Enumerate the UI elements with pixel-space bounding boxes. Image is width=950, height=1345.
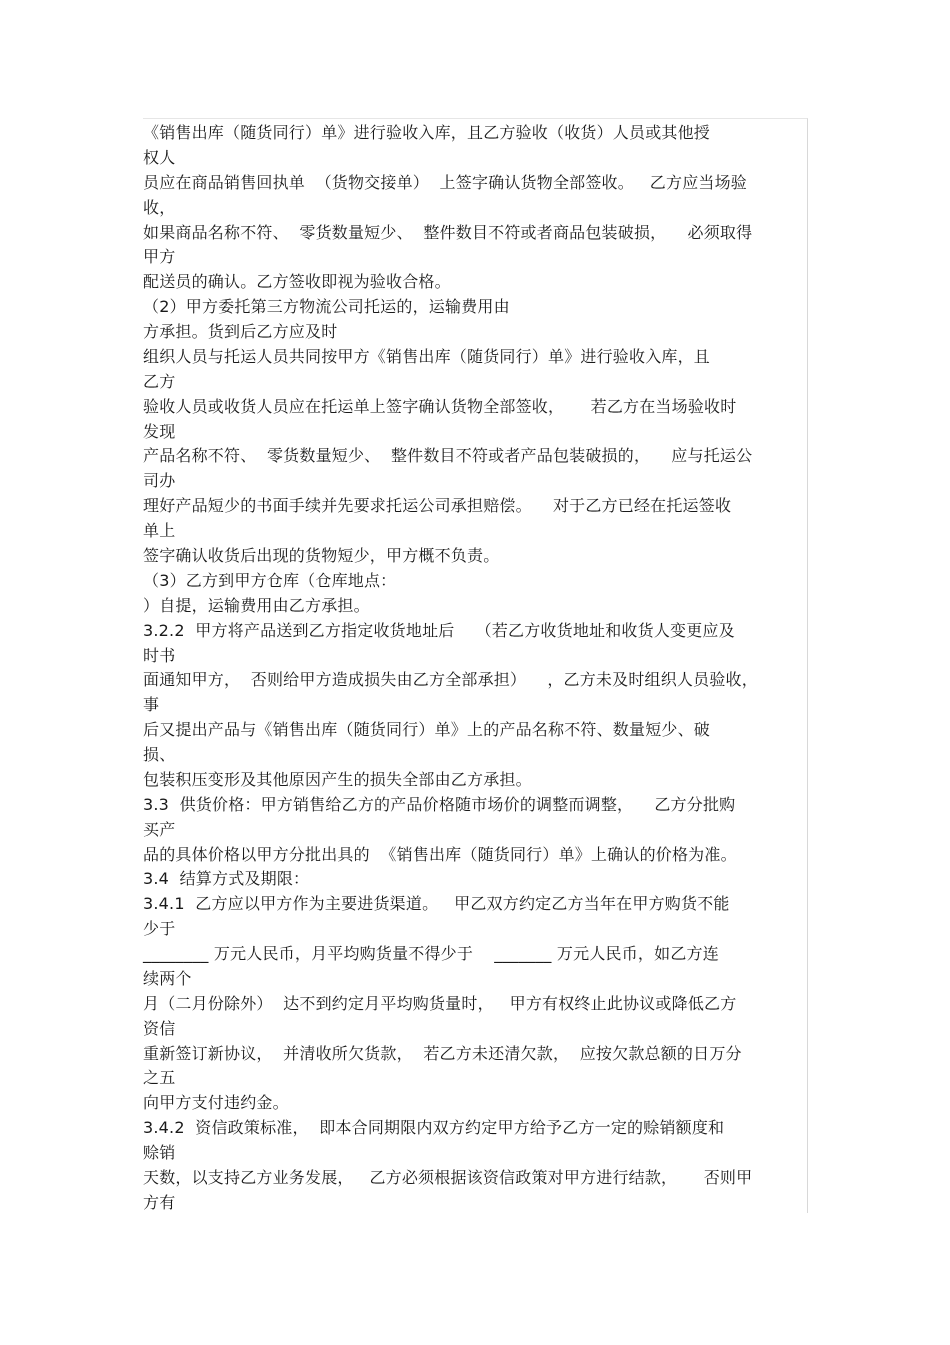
text-line: 乙方 <box>143 371 176 391</box>
text-line: 签字确认收货后出现的货物短少，甲方概不负责。 <box>143 546 500 565</box>
text-line: 配送员的确认。乙方签收即视为验收合格。 <box>143 272 451 292</box>
text-line: 方承担。货到后乙方应及时 <box>143 322 338 341</box>
text-line: 买产 <box>143 819 176 839</box>
text-line: 后又提出产品与《销售出库（随货同行）单》上的产品名称不符、数量短少、破 <box>143 720 711 740</box>
text-line: 方有 <box>143 1192 176 1212</box>
text-line: 收， <box>143 197 176 217</box>
text-line: 时书 <box>143 645 176 665</box>
text-line: 产品名称不符、 零货数量短少、 整件数目不符或者产品包装破损的， 应与托运公 <box>143 446 753 466</box>
text-line: 理好产品短少的书面手续并先要求托运公司承担赔偿。 对于乙方已经在托运签收 <box>143 496 732 516</box>
text-line: ）自提，运输费用由乙方承担。 <box>143 595 370 615</box>
text-line: 组织人员与托运人员共同按甲方《销售出库（随货同行）单》进行验收入库，且 <box>143 346 711 366</box>
text-line: 之五 <box>143 1068 176 1088</box>
text-line: （3）乙方到甲方仓库（仓库地点： <box>143 570 397 590</box>
text-line: 赊销 <box>143 1143 176 1163</box>
text-line: 月（二月份除外） 达不到约定月平均购货量时， 甲方有权终止此协议或降低乙方 <box>143 993 737 1013</box>
text-line: 3.4 结算方式及期限： <box>143 869 310 889</box>
text-line: 面通知甲方， 否则给甲方造成损失由乙方全部承担） ，乙方未及时组织人员验收， <box>143 670 758 690</box>
text-line: 向甲方支付违约金。 <box>143 1093 289 1113</box>
text-line: 如果商品名称不符、 零货数量短少、 整件数目不符或者商品包装破损， 必须取得 <box>143 222 753 242</box>
text-line: 3.3 供货价格：甲方销售给乙方的产品价格随市场价的调整而调整， 乙方分批购 <box>143 794 736 814</box>
text-line: 司办 <box>143 471 176 491</box>
text-line: 包装积压变形及其他原因产生的损失全部由乙方承担。 <box>143 769 532 789</box>
text-line: 重新签订新协议， 并清收所欠货款， 若乙方未还清欠款， 应按欠款总额的日万分 <box>143 1043 742 1063</box>
text-line: 天数，以支持乙方业务发展， 乙方必须根据该资信政策对甲方进行结款， 否则甲 <box>143 1168 753 1187</box>
text-line: 权人 <box>143 147 176 167</box>
text-line: 验收人员或收货人员应在托运单上签字确认货物全部签收， 若乙方在当场验收时 <box>143 396 737 416</box>
text-line: 3.4.1 乙方应以甲方作为主要进货渠道。 甲乙双方约定乙方当年在甲方购货不能 <box>143 894 730 914</box>
text-line: 损、 <box>143 745 176 764</box>
text-line: ________ 万元人民币，月平均购货量不得少于 _______ 万元人民币，如乙方连 <box>143 944 719 963</box>
text-line: 发现 <box>143 421 176 441</box>
text-line: 《销售出库（随货同行）单》进行验收入库，且乙方验收（收货）人员或其他授 <box>143 123 711 142</box>
text-line: 资信 <box>143 1018 176 1038</box>
text-line: （2）甲方委托第三方物流公司托运的，运输费用由 <box>143 297 510 317</box>
text-line: 续两个 <box>143 968 192 988</box>
text-line: 3.2.2 甲方将产品送到乙方指定收货地址后 （若乙方收货地址和收货人变更应及 <box>143 620 735 640</box>
text-line: 少于 <box>143 919 176 939</box>
text-line: 事 <box>143 695 160 715</box>
text-line: 甲方 <box>143 247 176 267</box>
contract-text-block <box>143 118 808 1213</box>
text-line: 品的具体价格以甲方分批出具的 《销售出库（随货同行）单》上确认的价格为准。 <box>143 844 737 864</box>
text-line: 单上 <box>143 521 176 541</box>
text-line: 3.4.2 资信政策标准， 即本合同期限内双方约定甲方给予乙方一定的赊销额度和 <box>143 1118 725 1138</box>
text-line: 员应在商品销售回执单 （货物交接单） 上签字确认货物全部签收。 乙方应当场验 <box>143 172 748 192</box>
